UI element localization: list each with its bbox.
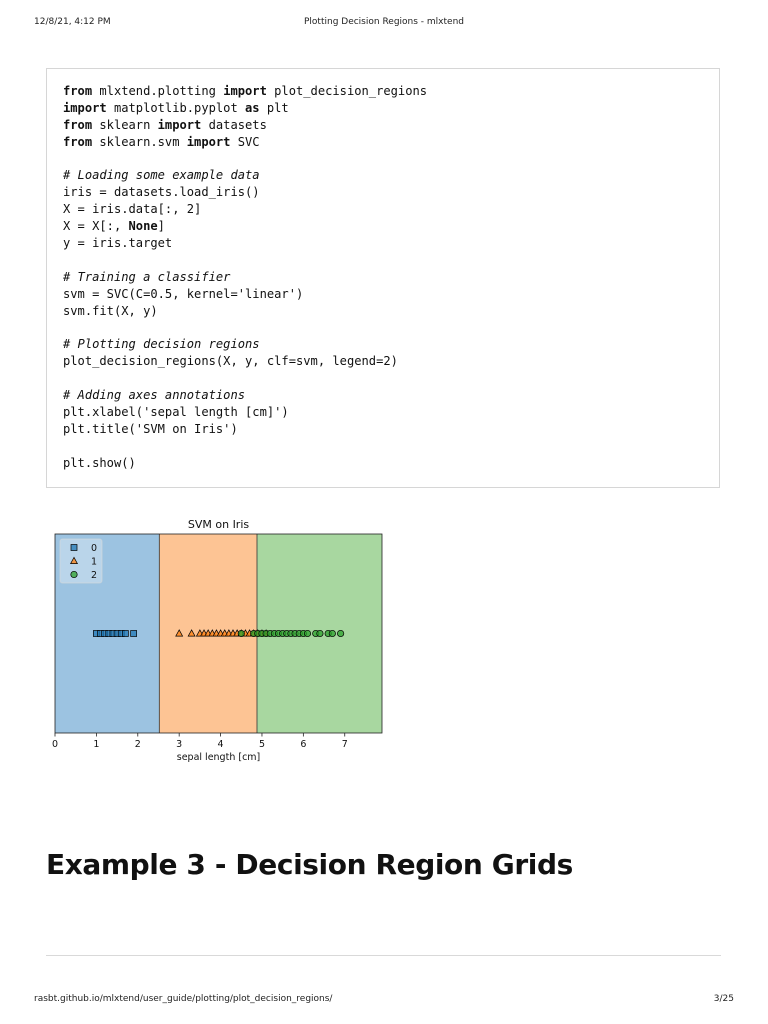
code-token: sklearn — [92, 117, 158, 132]
x-tick-label: 2 — [134, 739, 141, 750]
code-line — [63, 269, 427, 286]
data-point-class-2 — [317, 630, 323, 636]
code-line — [63, 117, 427, 134]
x-tick-label: 5 — [258, 739, 265, 750]
code-keyword: import — [223, 84, 267, 98]
code-line — [63, 286, 427, 303]
code-line — [63, 319, 427, 336]
code-line — [63, 218, 427, 235]
chart-title: SVM on Iris — [187, 518, 250, 531]
code-token: plt.show() — [63, 455, 136, 470]
code-token: svm.fit(X, y) — [63, 303, 158, 318]
code-token: plt.xlabel('sepal length [cm]') — [63, 404, 289, 419]
code-token: datasets — [201, 117, 267, 132]
print-url: rasbt.github.io/mlxtend/user_guide/plotting/plot_decision_regions/ — [34, 994, 333, 1004]
code-line — [63, 421, 427, 438]
data-point-class-2 — [238, 630, 244, 636]
code-token: sklearn.svm — [92, 134, 187, 149]
legend-marker-class-0 — [71, 545, 77, 551]
code-line — [63, 201, 427, 218]
section-heading: Example 3 - Decision Region Grids — [46, 848, 573, 881]
code-comment: # Training a classifier — [63, 269, 231, 284]
code-token: X = iris.data[:, 2] — [63, 202, 202, 217]
code-line — [63, 100, 427, 117]
svm-decision-region-chart — [30, 510, 400, 770]
x-tick-label: 0 — [51, 739, 59, 750]
code-token: mlxtend.plotting — [92, 84, 224, 98]
code-line — [63, 167, 427, 184]
print-datetime: 12/8/21, 4:12 PM — [34, 17, 111, 27]
code-line — [63, 252, 427, 269]
x-tick-label: 1 — [93, 739, 100, 750]
data-point-class-2 — [304, 630, 310, 636]
horizontal-divider — [46, 955, 721, 956]
x-tick-label: 6 — [300, 739, 307, 750]
code-line — [63, 455, 427, 472]
code-line — [63, 353, 427, 370]
chart-svg — [30, 510, 400, 770]
legend-marker-class-2 — [71, 571, 77, 577]
code-line — [63, 184, 427, 201]
code-token: plt.title('SVM on Iris') — [63, 421, 238, 436]
code-token: svm = SVC(C=0.5, kernel='linear') — [63, 286, 304, 301]
code-line — [63, 387, 427, 404]
code-keyword: from — [63, 84, 93, 98]
code-token: y = iris.target — [63, 236, 173, 251]
legend-label: 0 — [91, 542, 98, 554]
code-comment: # Loading some example data — [63, 168, 260, 183]
code-text[interactable] — [63, 83, 427, 471]
data-point-class-0 — [131, 631, 137, 637]
print-page-number: 3/25 — [713, 994, 734, 1004]
code-line — [63, 336, 427, 353]
code-token: SVC — [230, 134, 260, 149]
code-keyword: from — [63, 117, 93, 132]
print-page-title: Plotting Decision Regions - mlxtend — [304, 17, 464, 27]
code-line — [63, 404, 427, 421]
code-line — [63, 370, 427, 387]
code-line — [63, 235, 427, 252]
code-token: ] — [157, 219, 165, 234]
code-keyword: import — [186, 134, 231, 149]
x-tick-label: 3 — [176, 739, 183, 750]
code-line — [63, 134, 427, 151]
code-line — [63, 83, 427, 100]
code-keyword: as — [245, 100, 260, 115]
code-comment: # Adding axes annotations — [63, 388, 246, 403]
code-keyword: None — [128, 219, 158, 234]
data-point-class-2 — [329, 630, 335, 636]
code-comment: # Plotting decision regions — [63, 337, 260, 352]
code-token: X = X[:, — [63, 219, 129, 234]
code-token: plt — [259, 100, 289, 115]
print-header — [0, 17, 768, 31]
code-token: plot_decision_regions — [266, 84, 428, 98]
legend-label: 2 — [91, 569, 98, 581]
code-line — [63, 303, 427, 320]
data-point-class-2 — [337, 630, 343, 636]
x-tick-label: 4 — [217, 739, 224, 750]
code-keyword: import — [157, 117, 202, 132]
code-line — [63, 151, 427, 168]
code-keyword: import — [63, 100, 107, 115]
print-footer — [0, 994, 768, 1008]
code-keyword: from — [63, 134, 93, 149]
legend-label: 1 — [91, 556, 98, 568]
code-block[interactable] — [46, 68, 720, 488]
code-line — [63, 438, 427, 455]
data-point-class-0 — [122, 631, 128, 637]
x-tick-label: 7 — [341, 739, 348, 750]
code-token: matplotlib.pyplot — [106, 100, 246, 115]
code-token: plot_decision_regions(X, y, clf=svm, legend=2) — [63, 354, 398, 369]
x-axis-label: sepal length [cm] — [176, 752, 261, 763]
code-token: iris = datasets.load_iris() — [63, 185, 260, 200]
